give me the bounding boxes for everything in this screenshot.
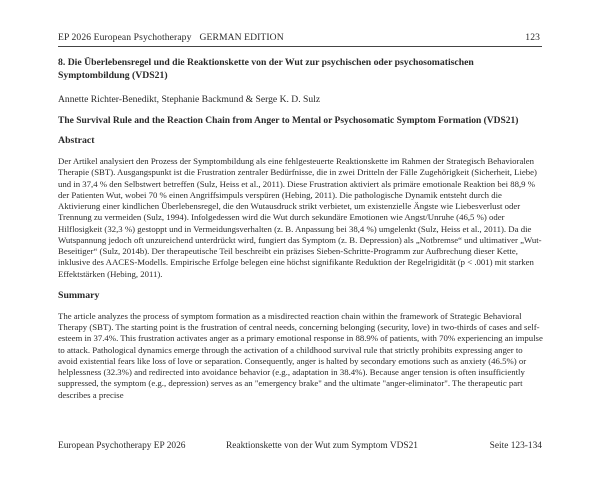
article-english-title: The Survival Rule and the Reaction Chain from Anger to Mental or Psychosomatic Symptom Formation (VDS21): [58, 116, 519, 127]
footer-running-title: Reaktionskette von der Wut zum Symptom VDS21: [226, 441, 418, 451]
footer-page-range: Seite 123-134: [489, 441, 542, 451]
header-journal: EP 2026 European Psychotherapy: [58, 32, 192, 43]
article-authors: Annette Richter-Benedikt, Stephanie Backmund & Serge K. D. Sulz: [58, 94, 321, 106]
page-footer: [58, 440, 542, 452]
footer-journal: European Psychotherapy EP 2026: [58, 441, 186, 451]
header-page-number: 123: [525, 32, 540, 43]
abstract-heading: Abstract: [58, 135, 95, 147]
header-rule: [58, 46, 542, 47]
article-title: 8. Die Überlebensregel und die Reaktionskette von der Wut zur psychischen oder psychosomatischen Symptombildung (VDS21): [58, 57, 474, 81]
abstract-paragraph: Der Artikel analysiert den Prozess der Symptombildung als eine fehlgesteuerte Reaktionskette im Rahmen der Strategisch Behavioralen Therapie (SBT). Ausgangspunkt ist die Frustration zentraler Bedürfnisse, die in zwei Dritteln der Fälle Zugehörigkeit (Sicherheit, Liebe) und in 37,4 % den Selbstwert betreffen (Sulz, Heiss et al., 2011). Diese Frustration aktiviert als primäre emotionale Reaktion bei 88,9 % der Patienten Wut, wobei 70 % einen Angriffsimpuls verspüren (Hebing, 2011). Die pathologische Dynamik entsteht durch die Aktivierung einer kindlichen Überlebensregel, die den Wutausdruck strikt verbietet, um existenzielle Ängste wie Liebesverlust oder Trennung zu vermeiden (Sulz, 1994). Infolgedessen wird die Wut durch sekundäre Emotionen wie Angst/Unruhe (46,5 %) oder Hilflosigkeit (32,3 %) gestoppt und in Vermeidungsverhalten (z. B. Anpassung bei 38,4 %) umgelenkt (Sulz, Heiss et al., 2011). Da die Wutspannung jedoch oft unzureichend unterdrückt wird, fungiert das Symptom (z. B. Depression) als „Notbremse“ und ultimativer „Wut-Beseitiger“ (Sulz, 2014b). Der therapeutische Teil beschreibt ein präzises Sieben-Schritte-Programm zur Aufbrechung dieser Kette, inklusive des AACES-Modells. Empirische Erfolge belegen eine höchst signifikante Reduktion der Regelrigidität (p < .001) mit starken Effektstärken (Hebing, 2011).: [58, 156, 542, 279]
article-body: [58, 57, 544, 401]
running-header: [58, 31, 542, 45]
header-journal-block: [58, 31, 284, 45]
header-edition: GERMAN EDITION: [199, 32, 284, 43]
summary-paragraph: The article analyzes the process of symptom formation as a misdirected reaction chain within the framework of Strategic Behavioral Therapy (SBT). The starting point is the frustration of central needs, concerning belonging (security, love) in two-thirds of cases and self-esteem in 37.4%. This frustration activates anger as a primary emotional response in 88.9% of patients, with 70% experiencing an impulse to attack. Pathological dynamics emerge through the activation of a childhood survival rule that strictly prohibits expressing anger to avoid existential fears like loss of love or separation. Consequently, anger is halted by secondary emotions such as anxiety (46.5%) or helplessness (32.3%) and redirected into avoidance behavior (e.g., adaptation in 38.4%). Because anger tension is often insufficiently suppressed, the symptom (e.g., depression) serves as an "emergency brake" and the ultimate "anger-eliminator". The therapeutic part describes a precise: [58, 310, 543, 400]
summary-heading: Summary: [58, 289, 100, 301]
